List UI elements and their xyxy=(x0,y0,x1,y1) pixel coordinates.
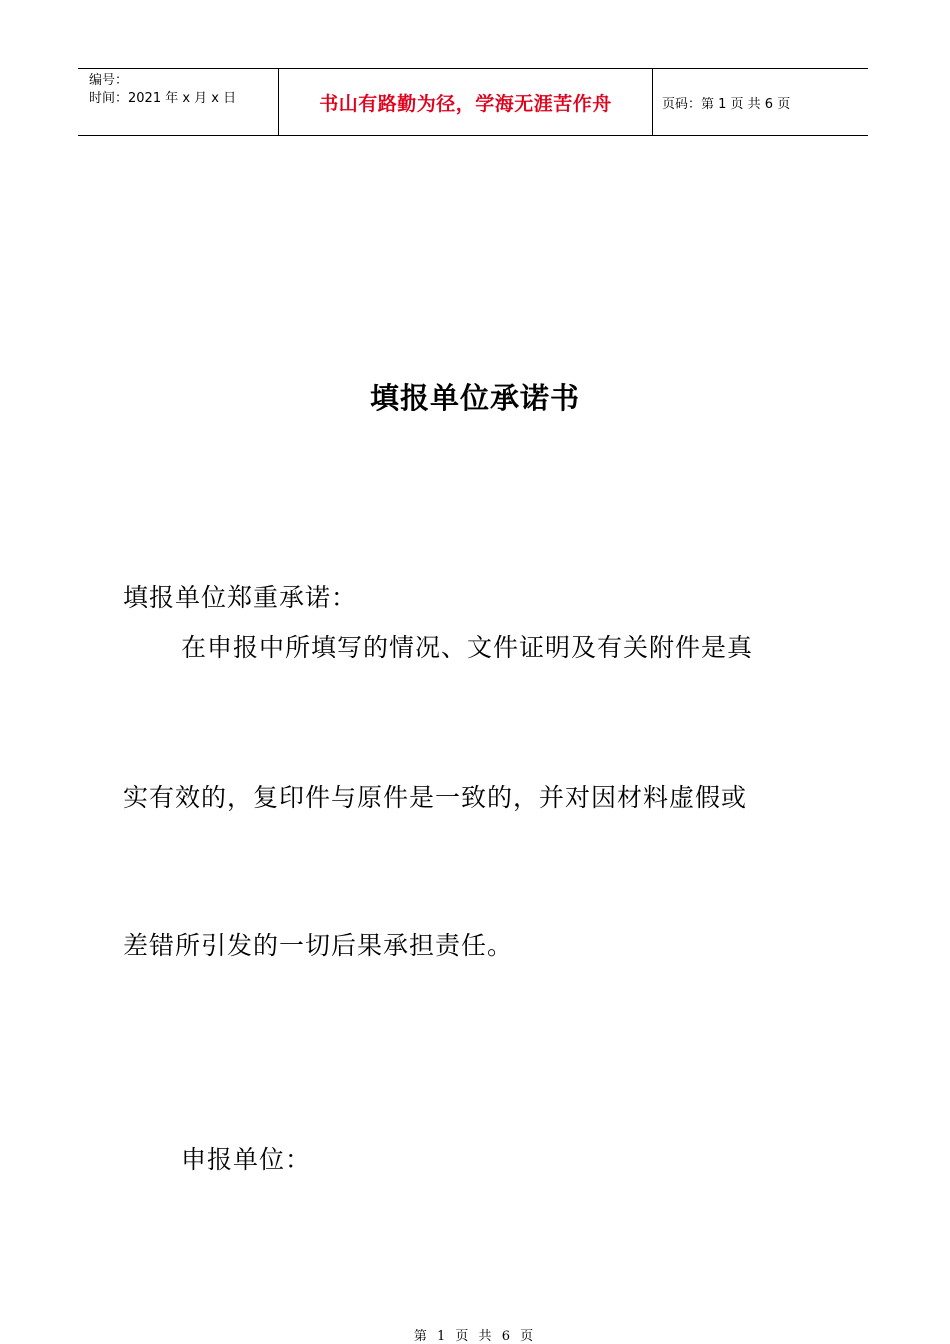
header-meta-cell xyxy=(78,69,279,135)
motto-text: 书山有路勤为径，学海无涯苦作舟 xyxy=(319,92,612,115)
time-label: 时间：2021 年 x 月 x 日 xyxy=(89,91,237,106)
paragraph-line-3: 差错所引发的一切后果承担责任。 xyxy=(123,931,514,960)
document-title: 填报单位承诺书 xyxy=(369,381,580,415)
serial-number-label: 编号： xyxy=(89,73,129,88)
header-page-cell xyxy=(653,69,868,135)
page-info: 页码：第 1 页 共 6 页 xyxy=(662,96,791,112)
header-table xyxy=(78,68,868,136)
paragraph-line-2: 实有效的，复印件与原件是一致的，并对因材料虚假或 xyxy=(123,783,748,812)
salutation-text: 填报单位郑重承诺： xyxy=(123,583,358,612)
signature-label: 申报单位： xyxy=(181,1145,312,1174)
footer-page-number: 第 1 页 共 6 页 xyxy=(413,1329,537,1344)
header-motto-cell xyxy=(279,69,653,135)
paragraph-line-1: 在申报中所填写的情况、文件证明及有关附件是真 xyxy=(181,633,754,662)
